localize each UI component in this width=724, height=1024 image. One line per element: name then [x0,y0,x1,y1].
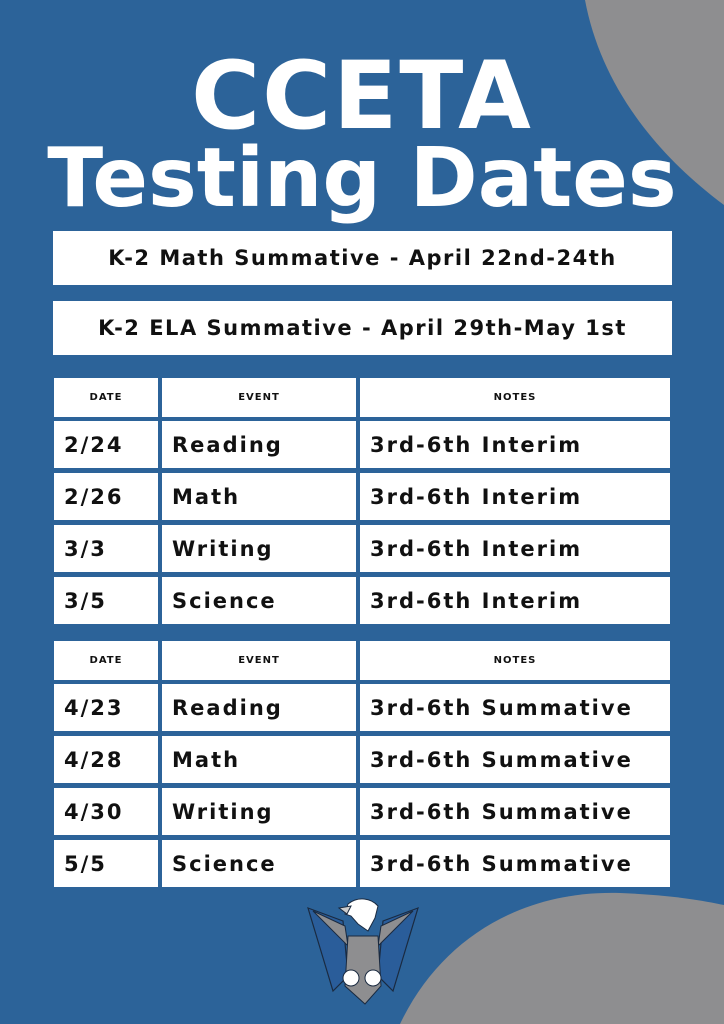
cell-notes: 3rd-6th Interim [360,421,670,468]
cell-event: Reading [162,684,356,731]
header-notes: NOTES [360,641,670,680]
cell-event: Science [162,577,356,624]
cell-event: Math [162,473,356,520]
title-cceta: CCETA [191,42,533,151]
cell-notes: 3rd-6th Interim [360,525,670,572]
cell-date: 2/26 [54,473,158,520]
cell-date: 4/28 [54,736,158,783]
cell-notes: 3rd-6th Summative [360,840,670,887]
cell-event: Reading [162,421,356,468]
banner-k2-math: K-2 Math Summative - April 22nd-24th [53,231,672,285]
cell-date: 4/23 [54,684,158,731]
banner-k2-ela: K-2 ELA Summative - April 29th-May 1st [53,301,672,355]
cell-event: Math [162,736,356,783]
cell-event: Science [162,840,356,887]
title-testing-dates: Testing Dates [47,131,677,226]
cell-date: 3/5 [54,577,158,624]
cell-event: Writing [162,525,356,572]
header-date: DATE [54,641,158,680]
cell-date: 2/24 [54,421,158,468]
cell-event: Writing [162,788,356,835]
header-notes: NOTES [360,378,670,417]
header-date: DATE [54,378,158,417]
cell-notes: 3rd-6th Summative [360,736,670,783]
cell-date: 4/30 [54,788,158,835]
cell-date: 3/3 [54,525,158,572]
cell-date: 5/5 [54,840,158,887]
eagle-logo-icon [303,896,423,1008]
cell-notes: 3rd-6th Interim [360,473,670,520]
header-event: EVENT [162,378,356,417]
header-event: EVENT [162,641,356,680]
cell-notes: 3rd-6th Interim [360,577,670,624]
cell-notes: 3rd-6th Summative [360,788,670,835]
cell-notes: 3rd-6th Summative [360,684,670,731]
